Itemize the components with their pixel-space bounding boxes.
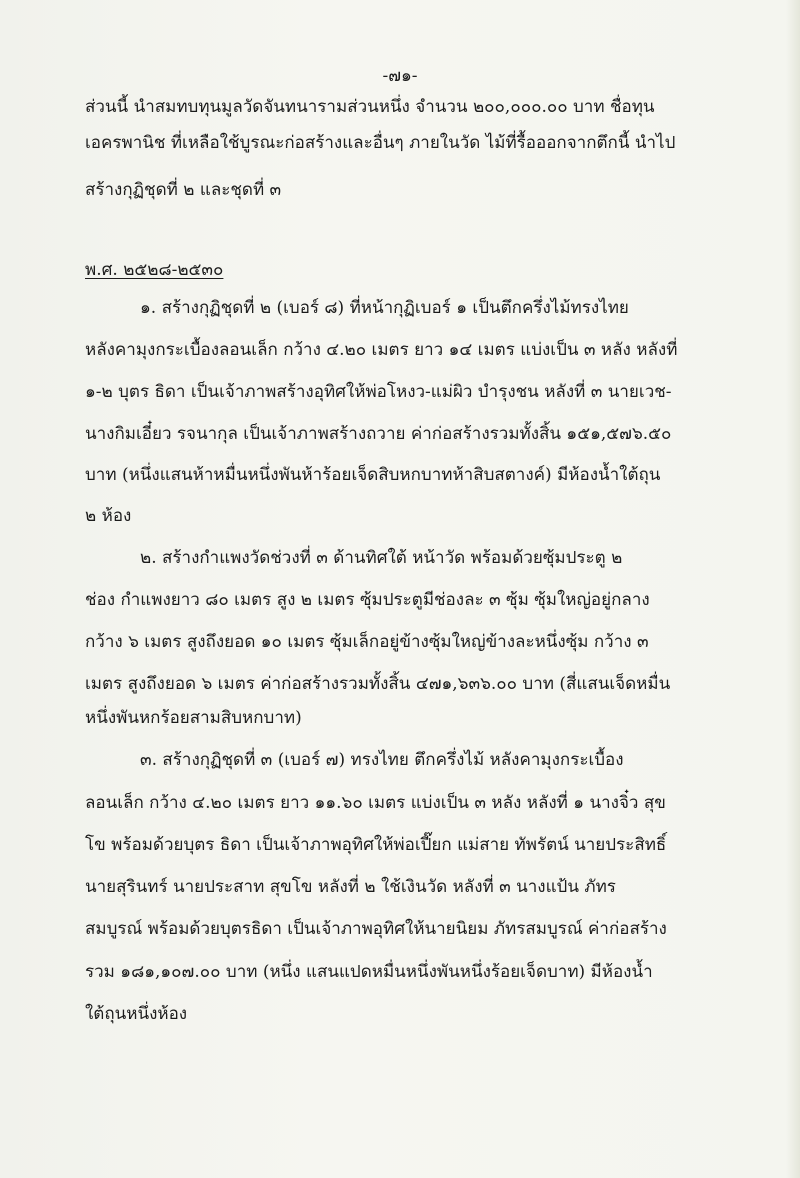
text-line: นายสุรินทร์ นายประสาท สุขโข หลังที่ ๒ ใช้เงินวัด หลังที่ ๓ นางแป้น ภัทร	[85, 877, 616, 897]
text-line: สร้างกุฏิชุดที่ ๒ และชุดที่ ๓	[85, 180, 282, 200]
text-line: บาท (หนึ่งแสนห้าหมื่นหนึ่งพันห้าร้อยเจ็ดสิบหกบาทห้าสิบสตางค์) มีห้องน้ำใต้ถุน	[85, 465, 661, 485]
text-line: ลอนเล็ก กว้าง ๔.๒๐ เมตร ยาว ๑๑.๖๐ เมตร แบ่งเป็น ๓ หลัง หลังที่ ๑ นางจิ๋ว สุข	[85, 793, 666, 813]
page-edge-shadow	[786, 0, 800, 1178]
text-line: สมบูรณ์ พร้อมด้วยบุตรธิดา เป็นเจ้าภาพอุทิศให้นายนิยม ภัทรสมบูรณ์ ค่าก่อสร้าง	[85, 919, 667, 939]
text-line: กว้าง ๖ เมตร สูงถึงยอด ๑๐ เมตร ซุ้มเล็กอยู่ข้างซุ้มใหญ่ข้างละหนึ่งซุ้ม กว้าง ๓	[85, 632, 649, 652]
page-number: -๗๑-	[382, 66, 418, 86]
text-line: รวม ๑๘๑,๑๐๗.๐๐ บาท (หนึ่ง แสนแปดหมื่นหนึ่งพันหนึ่งร้อยเจ็ดบาท) มีห้องน้ำ	[85, 962, 653, 982]
text-line: ส่วนนี้ นำสมทบทุนมูลวัดจันทนารามส่วนหนึ่ง จำนวน ๒๐๐,๐๐๐.๐๐ บาท ชื่อทุน	[85, 97, 655, 117]
text-line: ช่อง กำแพงยาว ๘๐ เมตร สูง ๒ เมตร ซุ้มประตูมีช่องละ ๓ ซุ้ม ซุ้มใหญ่อยู่กลาง	[85, 590, 650, 610]
text-line: โข พร้อมด้วยบุตร ธิดา เป็นเจ้าภาพอุทิศให้พ่อเปี๊ยก แม่สาย ทัพรัตน์ นายประสิทธิ์	[85, 835, 667, 855]
text-line: นางกิมเอี๋ยว รจนากุล เป็นเจ้าภาพสร้างถวาย ค่าก่อสร้างรวมทั้งสิ้น ๑๕๑,๕๗๖.๕๐	[85, 424, 672, 444]
text-line: ๑. สร้างกุฏิชุดที่ ๒ (เบอร์ ๘) ที่หน้ากุฏิเบอร์ ๑ เป็นตึกครึ่งไม้ทรงไทย	[140, 298, 629, 318]
text-line: หลังคามุงกระเบื้องลอนเล็ก กว้าง ๔.๒๐ เมตร ยาว ๑๔ เมตร แบ่งเป็น ๓ หลัง หลังที่	[85, 340, 678, 360]
text-line: เมตร สูงถึงยอด ๖ เมตร ค่าก่อสร้างรวมทั้งสิ้น ๔๗๑,๖๓๖.๐๐ บาท (สี่แสนเจ็ดหมื่น	[85, 674, 671, 694]
text-line: เอครพานิช ที่เหลือใช้บูรณะก่อสร้างและอื่นๆ ภายในวัด ไม้ที่รื้อออกจากตึกนี้ นำไป	[85, 133, 676, 153]
text-line: หนึ่งพันหกร้อยสามสิบหกบาท)	[85, 708, 302, 728]
text-line: ๒ ห้อง	[85, 506, 132, 526]
text-line: ๒. สร้างกำแพงวัดช่วงที่ ๓ ด้านทิศใต้ หน้าวัด พร้อมด้วยซุ้มประตู ๒	[140, 548, 623, 568]
text-line: ๓. สร้างกุฏิชุดที่ ๓ (เบอร์ ๗) ทรงไทย ตึกครึ่งไม้ หลังคามุงกระเบื้อง	[140, 750, 624, 770]
section-heading: พ.ศ. ๒๕๒๘-๒๕๓๐	[85, 260, 224, 280]
text-line: ใต้ถุนหนึ่งห้อง	[85, 1004, 188, 1024]
text-line: ๑-๒ บุตร ธิดา เป็นเจ้าภาพสร้างอุทิศให้พ่อโหงว-แม่ผิว บำรุงชน หลังที่ ๓ นายเวช-	[85, 382, 672, 402]
